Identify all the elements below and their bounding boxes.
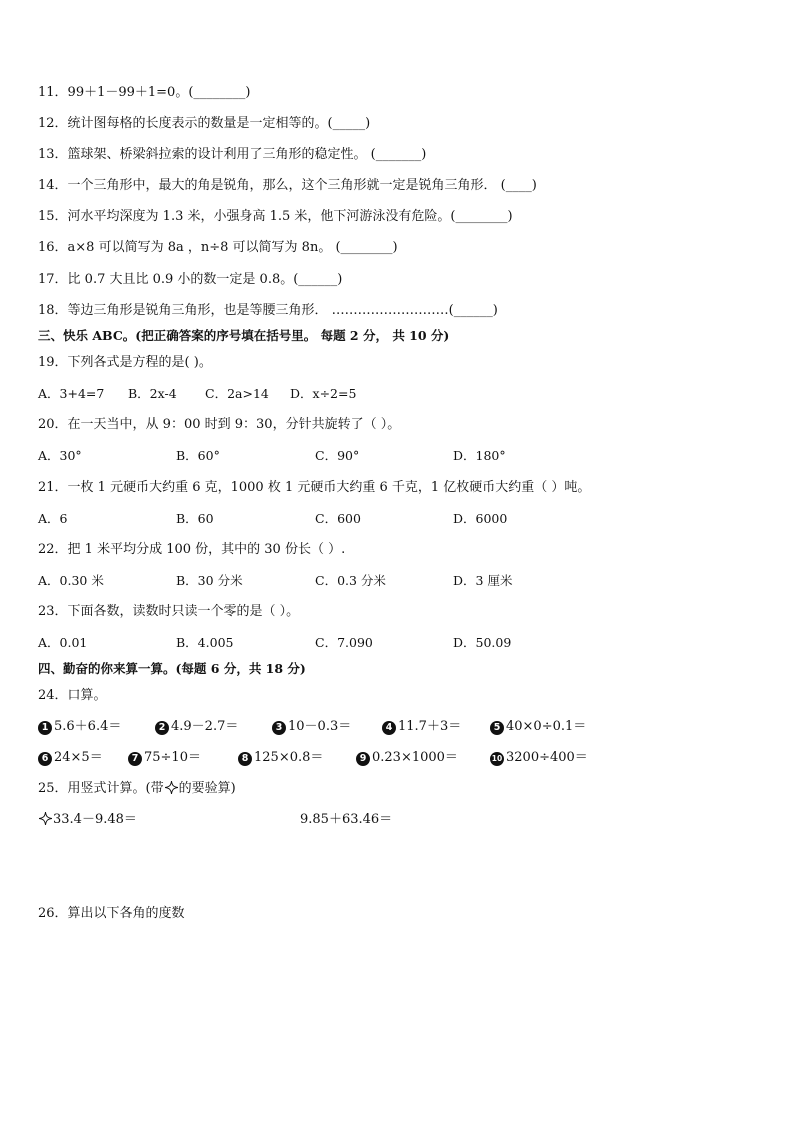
q19-option-d: D．x÷2=5: [290, 386, 357, 401]
circled-number: 2: [155, 721, 169, 735]
circled-number: 3: [272, 721, 286, 735]
q25-expression-1: [38, 812, 137, 828]
question-13: 13．篮球架、桥梁斜拉索的设计利用了三角形的稳定性。 (_______): [38, 147, 427, 162]
circled-number: 8: [238, 752, 252, 766]
oral-calc-expr: 3200÷400＝: [506, 750, 588, 765]
q21-option-c: C．600: [315, 511, 361, 526]
q22-option-c: C．0.3 分米: [315, 573, 386, 588]
q25-label-end: 的要验算): [178, 781, 236, 796]
oral-calc-2: [155, 719, 238, 735]
question-19-stem: 19．下列各式是方程的是( )。: [38, 355, 212, 370]
q23-option-d: D．50.09: [453, 635, 512, 650]
q25-label-start: 25．用竖式计算。(带: [38, 781, 164, 796]
q23-option-a: A．0.01: [38, 635, 88, 650]
q20-option-a: A．30°: [38, 448, 82, 463]
q19-option-a: A．3+4=7: [38, 386, 105, 401]
oral-calc-expr: 75÷10＝: [144, 750, 201, 765]
question-25-label: [38, 781, 236, 797]
oral-calc-5: [490, 719, 586, 735]
question-18: 18．等边三角形是锐角三角形，也是等腰三角形． ………………………(______): [38, 303, 498, 318]
circled-number: 4: [382, 721, 396, 735]
circled-number: 5: [490, 721, 504, 735]
circled-number: 7: [128, 752, 142, 766]
q23-option-c: C．7.090: [315, 635, 373, 650]
q20-option-b: B．60°: [176, 448, 220, 463]
oral-calc-expr: 11.7＋3＝: [398, 719, 462, 734]
oral-calc-8: [238, 750, 323, 766]
q22-option-b: B．30 分米: [176, 573, 243, 588]
question-15: 15．河水平均深度为 1.3 米，小强身高 1.5 米，他下河游泳没有危险。(________): [38, 209, 513, 224]
question-16: 16．a×8 可以简写为 8a ，n÷8 可以简写为 8n。 (________): [38, 240, 398, 255]
oral-calc-10: [490, 750, 588, 766]
q23-option-b: B．4.005: [176, 635, 234, 650]
question-21-stem: 21．一枚 1 元硬币大约重 6 克，1000 枚 1 元硬币大约重 6 千克，1 亿枚硬币大约重（ ）吨。: [38, 480, 591, 495]
question-17: 17．比 0.7 大且比 0.9 小的数一定是 0.8。(______): [38, 272, 343, 287]
four-point-star-icon: [39, 812, 52, 825]
q20-option-c: C．90°: [315, 448, 360, 463]
q22-option-a: A．0.30 米: [38, 573, 104, 588]
circled-number: 9: [356, 752, 370, 766]
circled-number: 1: [38, 721, 52, 735]
circled-number: 10: [490, 752, 504, 766]
q20-option-d: D．180°: [453, 448, 506, 463]
oral-calc-expr: 0.23×1000＝: [372, 750, 458, 765]
question-26-label: 26．算出以下各角的度数: [38, 906, 185, 921]
question-12: 12．统计图每格的长度表示的数量是一定相等的。(_____): [38, 116, 371, 131]
oral-calc-4: [382, 719, 461, 735]
section-3-heading: 三、快乐 ABC。(把正确答案的序号填在括号里。 每题 2 分， 共 10 分): [38, 328, 450, 343]
oral-calc-expr: 40×0÷0.1＝: [506, 719, 587, 734]
oral-calc-3: [272, 719, 351, 735]
oral-calc-expr: 10－0.3＝: [288, 719, 352, 734]
q21-option-b: B．60: [176, 511, 214, 526]
oral-calc-expr: 24×5＝: [54, 750, 103, 765]
section-4-heading: 四、勤奋的你来算一算。(每题 6 分，共 18 分): [38, 661, 306, 676]
four-point-star-icon: [165, 781, 178, 794]
q19-option-c: C．2a>14: [205, 386, 269, 401]
oral-calc-6: [38, 750, 103, 766]
oral-calc-1: [38, 719, 121, 735]
circled-number: 6: [38, 752, 52, 766]
q21-option-d: D．6000: [453, 511, 508, 526]
oral-calc-expr: 125×0.8＝: [254, 750, 324, 765]
oral-calc-7: [128, 750, 201, 766]
question-20-stem: 20．在一天当中，从 9：00 时到 9：30，分针共旋转了（ ）。: [38, 417, 401, 432]
q25-expr-1-text: 33.4－9.48＝: [53, 812, 137, 827]
question-22-stem: 22．把 1 米平均分成 100 份，其中的 30 份长（ ）.: [38, 542, 346, 557]
question-14: 14．一个三角形中，最大的角是锐角，那么，这个三角形就一定是锐角三角形． (____): [38, 178, 537, 193]
q21-option-a: A．6: [38, 511, 68, 526]
q25-expression-2: 9.85＋63.46＝: [300, 812, 393, 827]
question-23-stem: 23．下面各数，读数时只读一个零的是（ ）。: [38, 604, 300, 619]
oral-calc-expr: 4.9－2.7＝: [171, 719, 239, 734]
oral-calc-expr: 5.6＋6.4＝: [54, 719, 122, 734]
question-24-label: 24．口算。: [38, 688, 107, 703]
question-11: 11．99＋1－99＋1=0。(________): [38, 85, 251, 100]
q22-option-d: D．3 厘米: [453, 573, 513, 588]
q19-option-b: B．2x-4: [128, 386, 177, 401]
oral-calc-9: [356, 750, 458, 766]
